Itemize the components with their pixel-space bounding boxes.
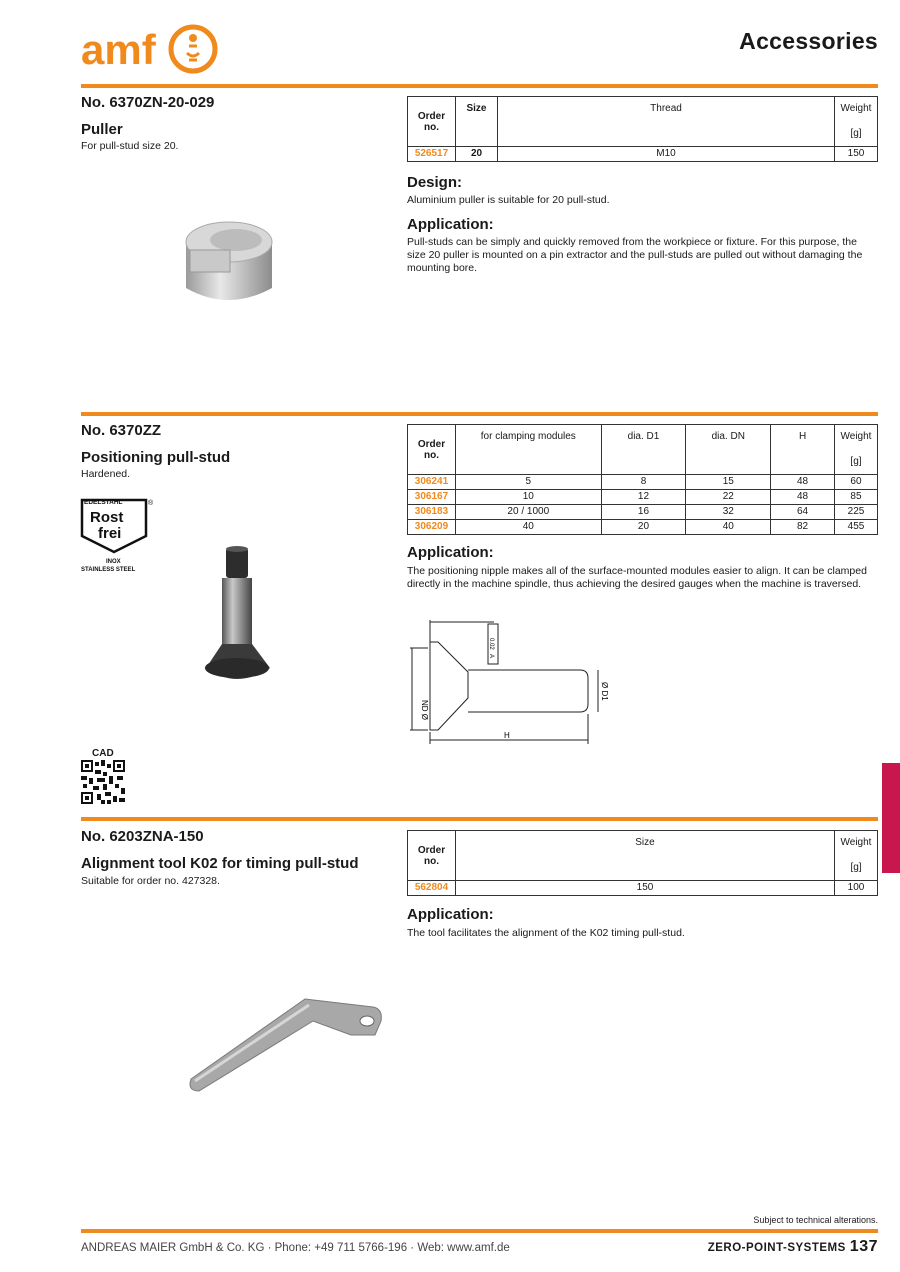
product-number: No. 6203ZNA-150 <box>81 828 204 845</box>
svg-text:ND Ø: ND Ø <box>420 700 429 720</box>
col-h: H <box>771 425 835 475</box>
amf-logo <box>81 24 221 76</box>
col-order-no: Order no. <box>408 97 456 147</box>
svg-text:STAINLESS STEEL: STAINLESS STEEL <box>81 567 136 573</box>
product-name: Puller <box>81 121 123 138</box>
table-row: 306241 5 8 15 48 60 <box>408 475 878 490</box>
order-number[interactable]: 306241 <box>408 475 456 490</box>
col-thread: Thread <box>498 97 835 147</box>
logo-text: amf <box>81 26 156 73</box>
table-row: 306167 10 12 22 48 85 <box>408 490 878 505</box>
section-heading: Application: <box>407 216 494 233</box>
section-heading: Design: <box>407 174 463 191</box>
section-text: Pull-studs can be simply and quickly removed from the workpiece or fixture. For this purpose, the size 20 puller is mounted on a pin extractor and the pull-studs are pulled out without damaging the mounting bore. <box>407 236 863 274</box>
table-row: 306183 20 / 1000 16 32 64 225 <box>408 505 878 520</box>
col-order-no: Order no. <box>408 831 456 881</box>
table-row: 526517 20 M10 150 <box>408 147 878 162</box>
puller-spec-table <box>407 96 878 162</box>
product-description: Hardened. <box>81 468 131 480</box>
pull-stud-spec-table <box>407 424 878 535</box>
section-text: Aluminium puller is suitable for 20 pull-stud. <box>407 194 610 206</box>
svg-text:A: A <box>488 654 494 659</box>
svg-text:INOX: INOX <box>106 559 121 565</box>
header-rule <box>81 84 878 88</box>
col-size: Size <box>456 831 835 881</box>
footer-rule <box>81 1229 878 1233</box>
svg-text:Rost: Rost <box>90 509 124 526</box>
footer-section <box>708 1238 878 1256</box>
footer-note: Subject to technical alterations. <box>753 1215 878 1225</box>
col-clamping-modules: for clamping modules <box>455 425 601 475</box>
section-rule <box>81 817 878 821</box>
col-weight: Weight [g] <box>834 425 877 475</box>
order-number[interactable]: 306167 <box>408 490 456 505</box>
puller-image <box>180 212 280 316</box>
order-number[interactable]: 526517 <box>408 147 456 162</box>
footer-section-name: ZERO-POINT-SYSTEMS <box>707 1242 846 1254</box>
chapter-tab[interactable] <box>882 763 900 873</box>
order-number[interactable]: 306209 <box>408 520 456 535</box>
table-row: 306209 40 20 40 82 455 <box>408 520 878 535</box>
col-weight: Weight [g] <box>835 97 878 147</box>
footer-company: ANDREAS MAIER GmbH & Co. KG · Phone: +49 711 5766-196 · Web: www.amf.de <box>81 1242 510 1254</box>
page-title: Accessories <box>739 28 878 54</box>
section-heading: Application: <box>407 906 494 923</box>
product-description: For pull-stud size 20. <box>81 140 179 152</box>
section-text: The tool facilitates the alignment of the K02 timing pull-stud. <box>407 927 685 939</box>
table-row: 562804 150 100 <box>408 881 878 896</box>
svg-text:H: H <box>504 731 510 740</box>
order-number[interactable]: 562804 <box>408 881 456 896</box>
rostfrei-badge <box>80 496 156 576</box>
cad-qr-code[interactable] <box>81 760 125 804</box>
cad-label: CAD <box>92 748 114 759</box>
svg-text:Ø D1: Ø D1 <box>600 682 609 701</box>
section-text: The positioning nipple makes all of the surface-mounted modules easier to align. It can be clamped directly in the machine spindle, thus achieving the desired gauges when the machine is traversed. <box>407 565 867 590</box>
col-dia-d1: dia. D1 <box>601 425 686 475</box>
order-number[interactable]: 306183 <box>408 505 456 520</box>
col-size: Size <box>456 97 498 147</box>
section-rule <box>81 412 878 416</box>
page-number: 137 <box>849 1238 878 1255</box>
svg-text:EDELSTAHL: EDELSTAHL <box>84 499 123 506</box>
product-description: Suitable for order no. 427328. <box>81 875 220 887</box>
alignment-tool-image <box>185 995 385 1095</box>
product-name: Alignment tool K02 for timing pull-stud <box>81 855 359 872</box>
pull-stud-image <box>200 544 276 692</box>
product-number: No. 6370ZN-20-029 <box>81 94 215 111</box>
col-order-no: Order no. <box>408 425 456 475</box>
technical-drawing <box>408 618 618 746</box>
svg-text:®: ® <box>148 500 154 507</box>
section-heading: Application: <box>407 544 494 561</box>
alignment-tool-spec-table <box>407 830 878 896</box>
svg-text:frei: frei <box>98 525 122 542</box>
col-weight: Weight [g] <box>835 831 878 881</box>
svg-text:0.02: 0.02 <box>488 638 494 650</box>
product-name: Positioning pull-stud <box>81 449 231 466</box>
col-dia-dn: dia. DN <box>686 425 771 475</box>
product-number: No. 6370ZZ <box>81 422 162 439</box>
